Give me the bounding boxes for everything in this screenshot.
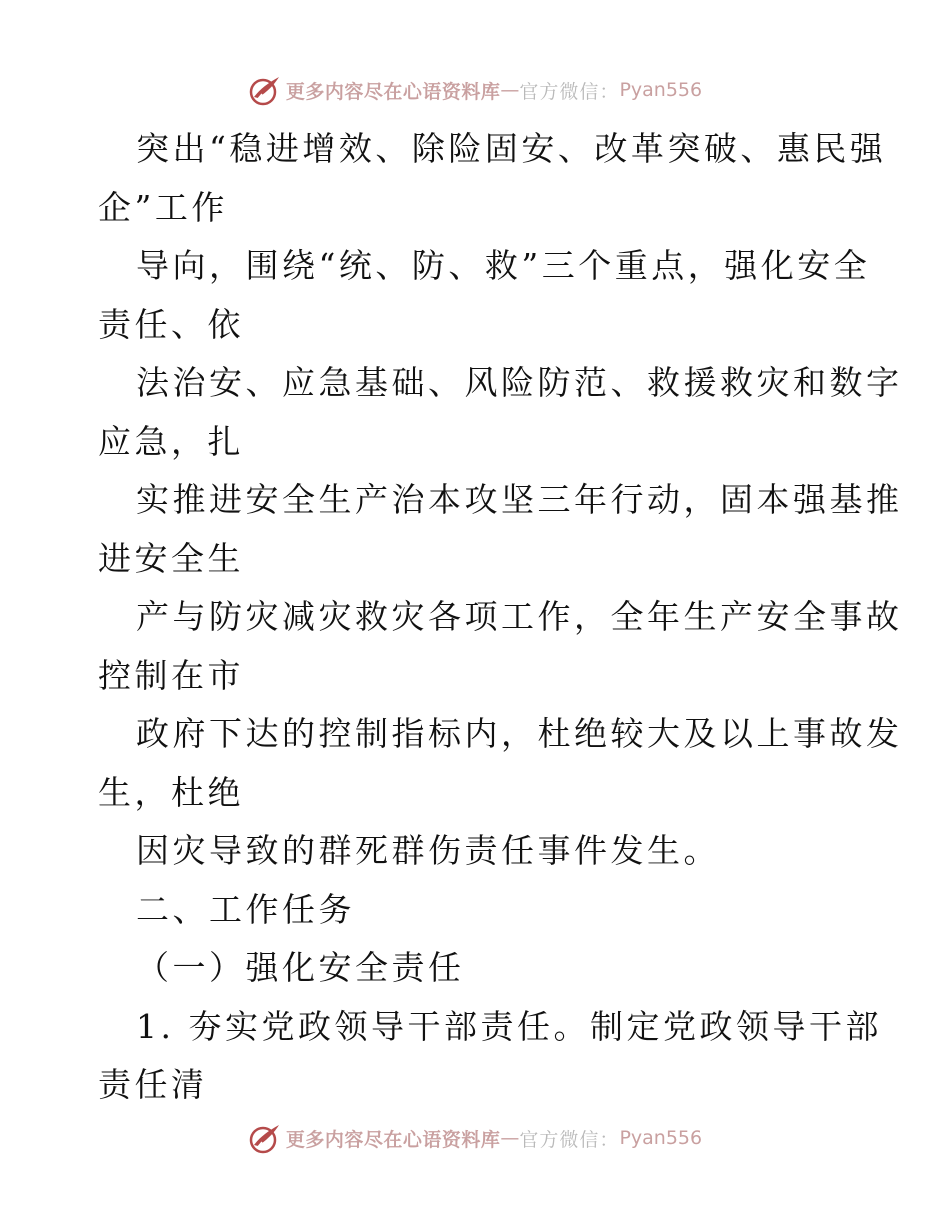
watermark-wechat-label: 官方微信： [519, 80, 620, 103]
watermark-wechat-id: Pyan556 [619, 1127, 703, 1149]
text-line: 企”工作 [98, 187, 228, 227]
text-line: 法治安、应急基础、风险防范、救援救灾和数字 [136, 363, 903, 402]
text-line: 进安全生 [98, 538, 244, 578]
text-line: 政府下达的控制指标内，杜绝较大及以上事故发 [136, 714, 903, 753]
header-watermark [0, 70, 950, 110]
text-line: 责任、依 [98, 304, 244, 344]
subsection-heading: （一）强化安全责任 [136, 948, 465, 987]
watermark-brand: 更多内容尽在心语资料库 [285, 1128, 501, 1151]
section-heading: 二、工作任务 [136, 889, 355, 929]
footer-watermark [0, 1118, 950, 1158]
text-line: 生，杜绝 [98, 772, 244, 812]
document-body [98, 120, 903, 1115]
text-line: 责任清 [98, 1065, 208, 1104]
text-line: 产与防灾减灾救灾各项工作，全年生产安全事故 [136, 597, 903, 636]
quill-logo-icon [248, 1121, 282, 1155]
text-line: 应急，扎 [98, 421, 244, 461]
watermark-wechat-label: 官方微信： [519, 1128, 620, 1151]
text-line: 实推进安全生产治本攻坚三年行动，固本强基推 [136, 480, 903, 519]
text-line: 控制在市 [98, 655, 244, 695]
watermark-wechat-id: Pyan556 [619, 79, 703, 101]
text-line: 1. 夯实党政领导干部责任。制定党政领导干部 [136, 1006, 882, 1046]
text-line: 突出“稳进增效、除险固安、改革突破、惠民强 [136, 129, 887, 168]
text-line: 导向，围绕“统、防、救”三个重点，强化安全 [136, 246, 871, 285]
text-line: 因灾导致的群死群伤责任事件发生。 [136, 831, 720, 870]
quill-logo-icon [248, 73, 282, 107]
watermark-dash: — [500, 79, 520, 101]
watermark-dash: — [500, 1127, 520, 1149]
watermark-brand: 更多内容尽在心语资料库 [285, 80, 501, 103]
